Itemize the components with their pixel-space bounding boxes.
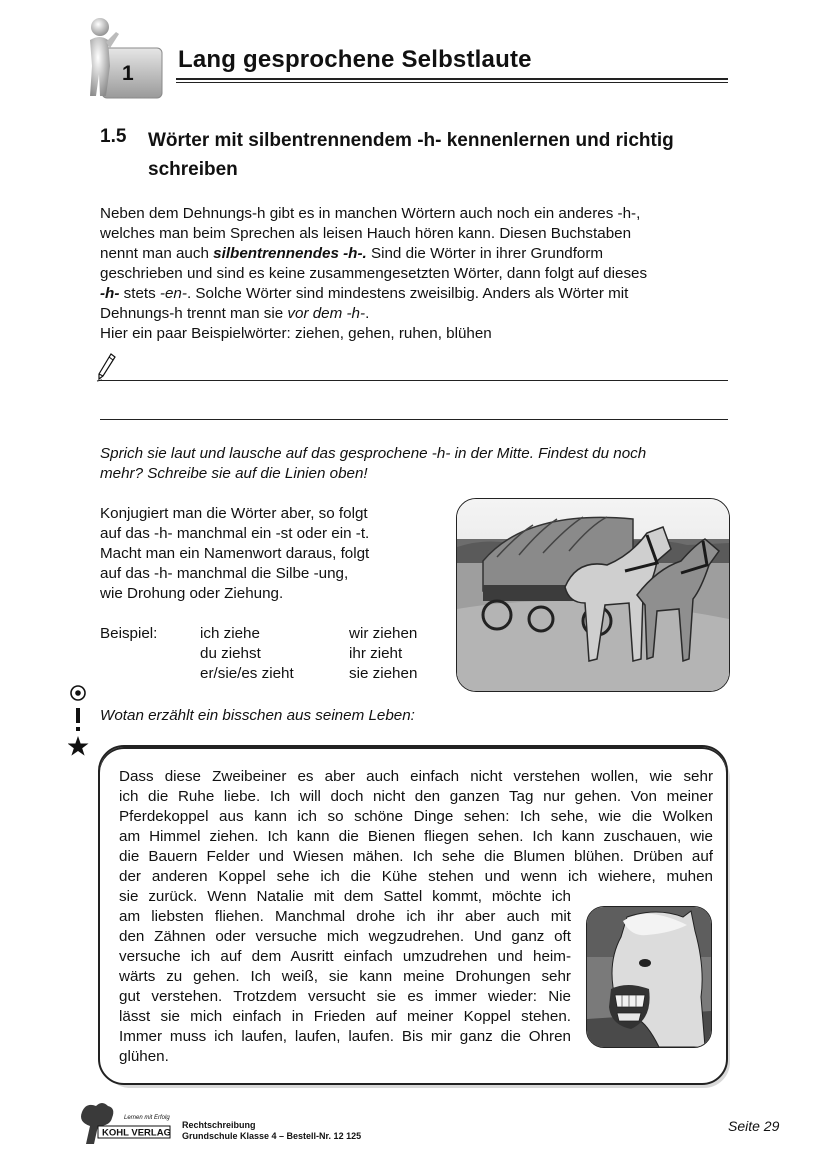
term-highlight: -h-	[100, 285, 120, 302]
exclamation-icon	[76, 708, 80, 731]
chapter-number: 1	[122, 62, 134, 85]
text: . Solche Wörter sind mindestens zweisilbig. Anders als Wörter mit	[186, 285, 629, 302]
term-italic: -en-	[159, 285, 187, 302]
conjugation-line: auf das -h- manchmal ein -st oder ein -t.	[100, 525, 370, 542]
story-line: gut verstehen. Trotzdem versucht sie es immer wieder: Nie	[119, 988, 571, 1005]
term-highlight: silbentrennendes -h-.	[213, 245, 367, 262]
horse-wagon-photo	[456, 498, 730, 692]
instruction-text	[100, 444, 720, 484]
pencil-icon	[96, 352, 116, 382]
story-line: Immer muss ich laufen, laufen, laufen. Bis mir ganz die Ohren	[119, 1028, 571, 1045]
story-line: Pferdekoppel aus kann ich so schöne Dinge sehen: Ich sehe, wie die Wolken	[119, 808, 713, 825]
story-line: versuche ich auf dem Ausritt einfach umzudrehen und heim-	[119, 948, 571, 965]
conjugation-line: auf das -h- manchmal die Silbe -ung,	[100, 565, 349, 582]
example-label: Beispiel:	[100, 625, 158, 642]
laughing-horse-photo	[586, 906, 712, 1048]
title-rule	[176, 78, 728, 80]
chapter-title: Lang gesprochene Selbstlaute	[178, 46, 532, 73]
text: stets	[119, 285, 160, 302]
text: Dehnungs-h trennt man sie	[100, 305, 288, 322]
margin-icons	[68, 684, 90, 758]
writing-line[interactable]	[100, 380, 728, 381]
conjugation-line: Macht man ein Namenwort daraus, folgt	[100, 545, 370, 562]
intro-line: geschrieben und sind es keine zusammengesetzten Wörter, dann folgt auf dieses	[100, 265, 648, 282]
footer-order-info: Grundschule Klasse 4 – Bestell-Nr. 12 125	[182, 1131, 362, 1141]
section-number: 1.5	[100, 126, 127, 147]
story-line: der anderen Koppel sehe ich die Kühe stehen und wenn ich wiehere, muhen	[119, 868, 713, 885]
example-plural-1: wir ziehen	[349, 625, 418, 642]
chapter-badge	[80, 18, 164, 100]
example-singular-3: er/sie/es zieht	[200, 665, 294, 682]
story-line: Dass diese Zweibeiner es aber auch einfach nicht verstehen wollen, wie sehr	[119, 768, 713, 785]
logo-tagline: Lernen mit Erfolg	[124, 1115, 170, 1121]
story-line: sie zurück. Wenn Natalie mit dem Sattel kommt, möchte ich	[119, 888, 571, 905]
story-line: die Bauern Felder und Wiesen mähen. Ich sehe die Blumen blühen. Drüben auf	[119, 848, 713, 865]
instruction-line: Sprich sie laut und lausche auf das gesprochene -h- in der Mitte. Findest du noch	[100, 445, 647, 462]
page-number: Seite 29	[728, 1118, 780, 1134]
logo-name: KOHL VERLAG	[102, 1127, 171, 1139]
star-icon	[68, 736, 89, 756]
publisher-logo	[78, 1100, 172, 1146]
intro-line: welches man beim Sprechen als leisen Hauch hören kann. Diesen Buchstaben	[100, 225, 632, 242]
title-rule-thin	[176, 82, 728, 83]
story-line: lässt sie mich einfach in Frieden auf meiner Koppel stehen.	[119, 1008, 571, 1025]
intro-line	[100, 244, 740, 264]
text: Sind die Wörter in ihrer Grundform	[366, 245, 604, 262]
story-line: glühen.	[119, 1048, 169, 1065]
term-italic: vor dem -h-	[287, 305, 366, 322]
instruction-line: mehr? Schreibe sie auf die Linien oben!	[100, 465, 368, 482]
story-line: ich die Ruhe liebe. Ich will doch nicht den ganzen Tag nur gehen. Von meiner	[119, 788, 713, 805]
wotan-intro: Wotan erzählt ein bisschen aus seinem Leben:	[100, 707, 415, 724]
writing-line[interactable]	[100, 419, 728, 420]
text: nennt man auch	[100, 245, 214, 262]
intro-line: Hier ein paar Beispielwörter: ziehen, gehen, ruhen, blühen	[100, 325, 492, 342]
example-plural-3: sie ziehen	[349, 665, 418, 682]
conjugation-line: Konjugiert man die Wörter aber, so folgt	[100, 505, 368, 522]
section-title: Wörter mit silbentrennendem -h- kennenlernen und richtig schreiben	[148, 130, 674, 180]
footer-subject: Rechtschreibung	[182, 1120, 256, 1130]
example-singular-1: ich ziehe	[200, 625, 260, 642]
story-line: am Himmel ziehen. Ich kann die Bienen fliegen sehen. Ich kann zuschauen, wie	[119, 828, 713, 845]
intro-line	[100, 304, 740, 324]
text: .	[365, 305, 370, 322]
target-icon	[71, 686, 85, 700]
conjugation-paragraph	[100, 504, 420, 604]
story-line: am liebsten fliehen. Manchmal drohe ich ihr aber auch mit	[119, 908, 571, 925]
example-plural-2: ihr zieht	[349, 645, 403, 662]
intro-line	[100, 284, 740, 304]
intro-line: Neben dem Dehnungs-h gibt es in manchen Wörtern auch noch ein anderes -h-,	[100, 205, 641, 222]
example-singular-2: du ziehst	[200, 645, 261, 662]
story-line: den Zähnen oder versuche mich wegzudrehen. Und ganz oft	[119, 928, 571, 945]
intro-paragraph	[100, 204, 740, 344]
story-line: wärts zu gehen. Ich weiß, sie kann meine Drohungen sehr	[119, 968, 571, 985]
conjugation-line: wie Drohung oder Ziehung.	[100, 585, 284, 602]
